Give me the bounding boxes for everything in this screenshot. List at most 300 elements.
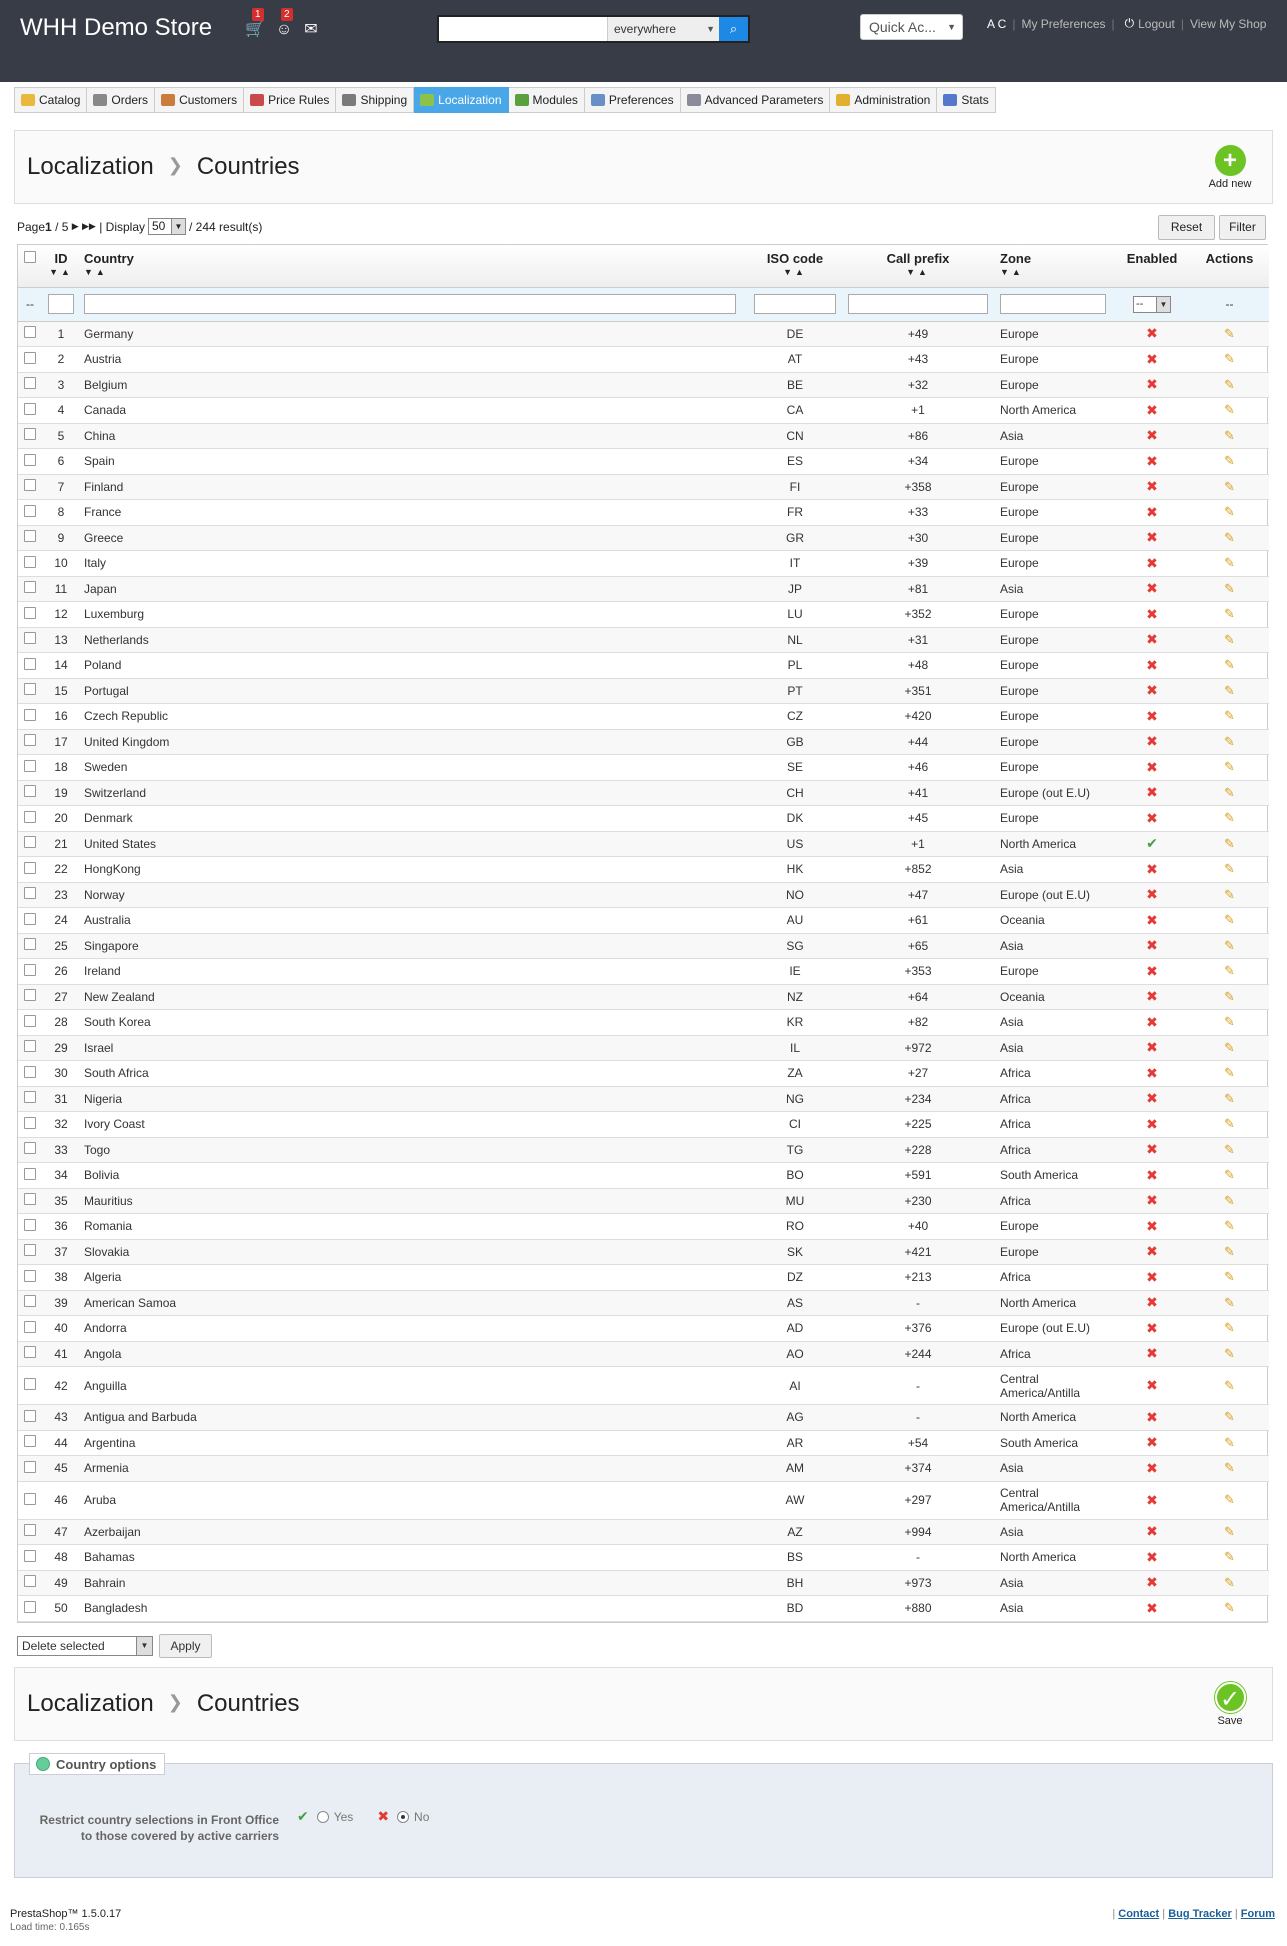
table-row[interactable] (18, 372, 1269, 398)
disabled-cross-icon[interactable]: ✖ (1146, 784, 1158, 801)
table-row[interactable] (18, 831, 1269, 857)
cell-prefix: - (842, 1290, 994, 1316)
enabled-check-icon[interactable]: ✔ (1146, 835, 1158, 852)
table-row[interactable] (18, 755, 1269, 781)
table-row[interactable] (18, 882, 1269, 908)
row-checkbox[interactable] (24, 1117, 36, 1129)
table-row[interactable] (18, 576, 1269, 602)
row-checkbox[interactable] (24, 1270, 36, 1282)
cell-zone: Asia (994, 857, 1114, 883)
disabled-cross-icon[interactable]: ✖ (1146, 656, 1158, 673)
edit-icon[interactable]: ✎ (1224, 376, 1235, 392)
disabled-cross-icon[interactable]: ✖ (1146, 1090, 1158, 1107)
cell-iso: SK (748, 1239, 842, 1265)
cell-zone: Asia (994, 933, 1114, 959)
edit-icon[interactable]: ✎ (1224, 963, 1235, 979)
edit-icon[interactable]: ✎ (1224, 606, 1235, 622)
restrict-yes-radio[interactable] (317, 1811, 329, 1823)
display-count-select[interactable] (148, 218, 186, 235)
edit-icon[interactable]: ✎ (1224, 1377, 1235, 1393)
edit-icon[interactable]: ✎ (1224, 708, 1235, 724)
tab-catalog[interactable] (14, 87, 87, 113)
disabled-cross-icon[interactable]: ✖ (1146, 554, 1158, 571)
table-row[interactable] (18, 1214, 1269, 1240)
disabled-cross-icon[interactable]: ✖ (1146, 631, 1158, 648)
row-checkbox[interactable] (24, 479, 36, 491)
filter-id-input[interactable] (48, 294, 74, 314)
disabled-cross-icon[interactable]: ✖ (1146, 580, 1158, 597)
edit-icon[interactable]: ✎ (1224, 1014, 1235, 1030)
cell-iso: AR (748, 1430, 842, 1456)
cell-prefix: - (842, 1545, 994, 1571)
col-prefix-header: Call prefix (886, 251, 950, 266)
table-row[interactable] (18, 398, 1269, 424)
cell-country: Japan (80, 576, 748, 602)
sort-iso-icon[interactable]: ▼▲ (783, 267, 807, 277)
table-row[interactable] (18, 1519, 1269, 1545)
row-checkbox[interactable] (24, 505, 36, 517)
row-checkbox[interactable] (24, 938, 36, 950)
disabled-cross-icon[interactable]: ✖ (1146, 911, 1158, 928)
tab-stats[interactable] (937, 87, 995, 113)
disabled-cross-icon[interactable]: ✖ (1146, 937, 1158, 954)
table-row[interactable] (18, 1481, 1269, 1519)
row-checkbox[interactable] (24, 1378, 36, 1390)
cell-id: 14 (42, 653, 80, 679)
edit-icon[interactable]: ✎ (1224, 1039, 1235, 1055)
filter-enabled-select[interactable] (1133, 296, 1171, 313)
disabled-cross-icon[interactable]: ✖ (1146, 1141, 1158, 1158)
cell-zone: Africa (994, 1188, 1114, 1214)
disabled-cross-icon[interactable]: ✖ (1146, 529, 1158, 546)
table-row[interactable] (18, 423, 1269, 449)
table-row[interactable] (18, 1596, 1269, 1622)
table-row[interactable] (18, 653, 1269, 679)
row-checkbox[interactable] (24, 454, 36, 466)
edit-icon[interactable]: ✎ (1224, 351, 1235, 367)
filter-iso-input[interactable] (754, 294, 836, 314)
table-row[interactable] (18, 678, 1269, 704)
disabled-cross-icon[interactable]: ✖ (1146, 1268, 1158, 1285)
row-checkbox[interactable] (24, 1346, 36, 1358)
cell-zone: Oceania (994, 908, 1114, 934)
disabled-cross-icon[interactable]: ✖ (1146, 1243, 1158, 1260)
disabled-cross-icon[interactable]: ✖ (1146, 1377, 1158, 1393)
cell-country: Armenia (80, 1456, 748, 1482)
table-row[interactable] (18, 1035, 1269, 1061)
table-row[interactable] (18, 1112, 1269, 1138)
row-checkbox[interactable] (24, 1524, 36, 1536)
table-row[interactable] (18, 551, 1269, 577)
table-row[interactable] (18, 1316, 1269, 1342)
tab-localization[interactable] (414, 87, 508, 113)
row-checkbox-cell (18, 882, 42, 908)
edit-icon[interactable]: ✎ (1224, 759, 1235, 775)
cell-enabled (1114, 576, 1190, 602)
disabled-cross-icon[interactable]: ✖ (1146, 1459, 1158, 1476)
edit-icon[interactable]: ✎ (1224, 631, 1235, 647)
edit-icon[interactable]: ✎ (1224, 886, 1235, 902)
orders-notification-icon[interactable]: 🛒 1 (245, 9, 265, 38)
disabled-cross-icon[interactable]: ✖ (1146, 707, 1158, 724)
edit-icon[interactable]: ✎ (1224, 861, 1235, 877)
row-checkbox[interactable] (24, 607, 36, 619)
row-checkbox[interactable] (24, 683, 36, 695)
footer-link-contact[interactable]: Contact (1118, 1908, 1160, 1920)
save-button[interactable] (1200, 1682, 1260, 1727)
table-row[interactable] (18, 1086, 1269, 1112)
edit-icon[interactable]: ✎ (1224, 1600, 1235, 1616)
row-checkbox[interactable] (24, 989, 36, 1001)
cell-zone: Europe (994, 678, 1114, 704)
sort-id-icon[interactable]: ▼▲ (49, 267, 73, 277)
sort-prefix-icon[interactable]: ▼▲ (906, 267, 930, 277)
disabled-cross-icon[interactable]: ✖ (1146, 1599, 1158, 1616)
edit-icon[interactable]: ✎ (1224, 402, 1235, 418)
cell-country: Canada (80, 398, 748, 424)
row-checkbox[interactable] (24, 1493, 36, 1505)
disabled-cross-icon[interactable]: ✖ (1146, 452, 1158, 469)
row-checkbox[interactable] (24, 352, 36, 364)
disabled-cross-icon[interactable]: ✖ (1146, 988, 1158, 1005)
table-row[interactable] (18, 908, 1269, 934)
table-row[interactable] (18, 321, 1269, 347)
edit-icon[interactable]: ✎ (1224, 555, 1235, 571)
user-initials: A C (987, 16, 1007, 31)
disabled-cross-icon[interactable]: ✖ (1146, 503, 1158, 520)
search-button[interactable] (719, 17, 748, 41)
row-checkbox[interactable] (24, 862, 36, 874)
tab-customers[interactable] (155, 87, 244, 113)
sort-country-icon[interactable]: ▼▲ (84, 267, 108, 277)
cell-enabled (1114, 1265, 1190, 1291)
row-checkbox[interactable] (24, 1040, 36, 1052)
edit-icon[interactable]: ✎ (1224, 784, 1235, 800)
table-row[interactable] (18, 959, 1269, 985)
edit-icon[interactable]: ✎ (1224, 478, 1235, 494)
edit-icon[interactable]: ✎ (1224, 988, 1235, 1004)
disabled-cross-icon[interactable]: ✖ (1146, 1192, 1158, 1209)
row-checkbox[interactable] (24, 1601, 36, 1613)
table-row[interactable] (18, 449, 1269, 475)
edit-icon[interactable]: ✎ (1224, 453, 1235, 469)
cell-zone: Africa (994, 1341, 1114, 1367)
filter-zone-input[interactable] (1000, 294, 1106, 314)
edit-icon[interactable]: ✎ (1224, 1116, 1235, 1132)
disabled-cross-icon[interactable]: ✖ (1146, 376, 1158, 393)
edit-icon[interactable]: ✎ (1224, 427, 1235, 443)
search-input[interactable] (439, 17, 607, 41)
disabled-cross-icon[interactable]: ✖ (1146, 1408, 1158, 1425)
disabled-cross-icon[interactable]: ✖ (1146, 1548, 1158, 1565)
edit-icon[interactable]: ✎ (1224, 657, 1235, 673)
table-row[interactable] (18, 1010, 1269, 1036)
edit-icon[interactable]: ✎ (1224, 1409, 1235, 1425)
row-checkbox[interactable] (24, 530, 36, 542)
table-row[interactable] (18, 984, 1269, 1010)
next-page-icon[interactable]: ▶ (71, 221, 79, 231)
row-checkbox[interactable] (24, 913, 36, 925)
disabled-cross-icon[interactable]: ✖ (1146, 1115, 1158, 1132)
table-row[interactable] (18, 933, 1269, 959)
table-row[interactable] (18, 474, 1269, 500)
row-checkbox[interactable] (24, 1435, 36, 1447)
cell-country: Greece (80, 525, 748, 551)
tab-advanced-parameters[interactable] (681, 87, 831, 113)
puzzle-icon (515, 94, 529, 106)
disabled-cross-icon[interactable]: ✖ (1146, 1217, 1158, 1234)
filter-button[interactable]: Filter (1219, 215, 1266, 240)
edit-icon[interactable]: ✎ (1224, 1549, 1235, 1565)
edit-icon[interactable]: ✎ (1224, 1167, 1235, 1183)
disabled-cross-icon[interactable]: ✖ (1146, 605, 1158, 622)
edit-icon[interactable]: ✎ (1224, 1141, 1235, 1157)
last-page-icon[interactable]: ▶▶ (82, 221, 96, 231)
restrict-no-radio[interactable] (397, 1811, 409, 1823)
disabled-cross-icon[interactable]: ✖ (1146, 1574, 1158, 1591)
edit-icon[interactable]: ✎ (1224, 580, 1235, 596)
row-checkbox[interactable] (24, 1219, 36, 1231)
edit-icon[interactable]: ✎ (1224, 1294, 1235, 1310)
edit-icon[interactable]: ✎ (1224, 1320, 1235, 1336)
tab-orders[interactable] (87, 87, 155, 113)
row-checkbox-cell (18, 1188, 42, 1214)
edit-icon[interactable]: ✎ (1224, 1345, 1235, 1361)
cell-id: 10 (42, 551, 80, 577)
table-row[interactable] (18, 627, 1269, 653)
table-row[interactable] (18, 347, 1269, 373)
edit-icon[interactable]: ✎ (1224, 1218, 1235, 1234)
row-checkbox[interactable] (24, 887, 36, 899)
edit-icon[interactable]: ✎ (1224, 1574, 1235, 1590)
disabled-cross-icon[interactable]: ✖ (1146, 1294, 1158, 1311)
row-checkbox[interactable] (24, 326, 36, 338)
tab-administration[interactable] (830, 87, 937, 113)
footer-link-forum[interactable]: Forum (1240, 1908, 1275, 1920)
table-row[interactable] (18, 1163, 1269, 1189)
quick-access-select[interactable] (860, 14, 963, 40)
breadcrumb-localization[interactable]: Localization (27, 153, 154, 180)
row-checkbox[interactable] (24, 811, 36, 823)
table-row[interactable] (18, 729, 1269, 755)
logout-link[interactable]: Logout (1138, 16, 1175, 31)
disabled-cross-icon[interactable]: ✖ (1146, 1166, 1158, 1183)
cell-prefix: +27 (842, 1061, 994, 1087)
cell-zone: Europe (994, 551, 1114, 577)
row-checkbox[interactable] (24, 964, 36, 976)
cell-zone: North America (994, 1545, 1114, 1571)
edit-icon[interactable]: ✎ (1224, 810, 1235, 826)
cell-iso: DE (748, 321, 842, 347)
row-checkbox[interactable] (24, 1461, 36, 1473)
disabled-cross-icon[interactable]: ✖ (1146, 1013, 1158, 1030)
tab-price-rules[interactable] (244, 87, 336, 113)
row-checkbox[interactable] (24, 1066, 36, 1078)
add-new-button[interactable] (1200, 145, 1260, 190)
table-row[interactable] (18, 1570, 1269, 1596)
row-checkbox[interactable] (24, 556, 36, 568)
edit-icon[interactable]: ✎ (1224, 733, 1235, 749)
disabled-cross-icon[interactable]: ✖ (1146, 478, 1158, 495)
disabled-cross-icon[interactable]: ✖ (1146, 758, 1158, 775)
edit-icon[interactable]: ✎ (1224, 1090, 1235, 1106)
row-checkbox[interactable] (24, 377, 36, 389)
cell-iso: IE (748, 959, 842, 985)
disabled-cross-icon[interactable]: ✖ (1146, 1345, 1158, 1362)
edit-icon[interactable]: ✎ (1224, 529, 1235, 545)
row-checkbox[interactable] (24, 1015, 36, 1027)
select-all-checkbox[interactable] (24, 251, 36, 263)
edit-icon[interactable]: ✎ (1224, 1243, 1235, 1259)
edit-icon[interactable]: ✎ (1224, 1434, 1235, 1450)
table-row[interactable] (18, 1239, 1269, 1265)
disabled-cross-icon[interactable]: ✖ (1146, 1039, 1158, 1056)
row-checkbox[interactable] (24, 1091, 36, 1103)
cell-zone: Asia (994, 423, 1114, 449)
disabled-cross-icon[interactable]: ✖ (1146, 733, 1158, 750)
disabled-cross-icon[interactable]: ✖ (1146, 350, 1158, 367)
row-checkbox[interactable] (24, 428, 36, 440)
search-scope-select[interactable] (607, 17, 719, 41)
disabled-cross-icon[interactable]: ✖ (1146, 401, 1158, 418)
cell-country: South Korea (80, 1010, 748, 1036)
table-row[interactable] (18, 1405, 1269, 1431)
edit-icon[interactable]: ✎ (1224, 835, 1235, 851)
disabled-cross-icon[interactable]: ✖ (1146, 427, 1158, 444)
row-checkbox[interactable] (24, 632, 36, 644)
shop-name[interactable]: WHH Demo Store (20, 14, 213, 41)
reset-button[interactable]: Reset (1158, 215, 1215, 240)
table-row[interactable] (18, 500, 1269, 526)
filter-prefix-input[interactable] (848, 294, 988, 314)
edit-icon[interactable]: ✎ (1224, 937, 1235, 953)
row-checkbox[interactable] (24, 1410, 36, 1422)
disabled-cross-icon[interactable]: ✖ (1146, 682, 1158, 699)
tab-shipping[interactable] (336, 87, 414, 113)
edit-icon[interactable]: ✎ (1224, 1492, 1235, 1507)
row-checkbox[interactable] (24, 1168, 36, 1180)
restrict-no-label[interactable]: No (414, 1809, 430, 1824)
cart-icon (93, 94, 107, 106)
cell-country: Singapore (80, 933, 748, 959)
row-checkbox[interactable] (24, 785, 36, 797)
cell-enabled (1114, 1367, 1190, 1405)
disabled-cross-icon[interactable]: ✖ (1146, 1319, 1158, 1336)
table-row[interactable] (18, 857, 1269, 883)
cell-country: Andorra (80, 1316, 748, 1342)
row-checkbox[interactable] (24, 760, 36, 772)
tab-preferences[interactable] (585, 87, 681, 113)
my-preferences-link[interactable]: My Preferences (1021, 16, 1106, 31)
row-checkbox[interactable] (24, 403, 36, 415)
cell-actions (1190, 449, 1269, 475)
row-checkbox[interactable] (24, 734, 36, 746)
row-checkbox[interactable] (24, 1321, 36, 1333)
bulk-action-select[interactable] (17, 1636, 153, 1656)
table-row[interactable] (18, 1341, 1269, 1367)
row-checkbox[interactable] (24, 1575, 36, 1587)
messages-notification-icon[interactable]: ✉ (304, 21, 318, 38)
disabled-cross-icon[interactable]: ✖ (1146, 1434, 1158, 1451)
cell-enabled (1114, 1481, 1190, 1519)
row-checkbox[interactable] (24, 1142, 36, 1154)
table-row[interactable] (18, 1061, 1269, 1087)
disabled-cross-icon[interactable]: ✖ (1146, 325, 1158, 342)
tab-modules[interactable] (509, 87, 585, 113)
filter-country-input[interactable] (84, 294, 736, 314)
edit-icon[interactable]: ✎ (1224, 1269, 1235, 1285)
disabled-cross-icon[interactable]: ✖ (1146, 809, 1158, 826)
table-row[interactable] (18, 1545, 1269, 1571)
edit-icon[interactable]: ✎ (1224, 682, 1235, 698)
disabled-cross-icon[interactable]: ✖ (1146, 1491, 1158, 1508)
row-checkbox[interactable] (24, 1193, 36, 1205)
disabled-cross-icon[interactable]: ✖ (1146, 1064, 1158, 1081)
cell-zone: Europe (994, 704, 1114, 730)
edit-icon[interactable]: ✎ (1224, 1192, 1235, 1208)
cell-country: Anguilla (80, 1367, 748, 1405)
cell-country: Spain (80, 449, 748, 475)
row-checkbox-cell (18, 347, 42, 373)
edit-icon[interactable]: ✎ (1224, 325, 1235, 341)
row-checkbox-cell (18, 449, 42, 475)
row-checkbox[interactable] (24, 658, 36, 670)
table-row[interactable] (18, 602, 1269, 628)
row-checkbox[interactable] (24, 1295, 36, 1307)
disabled-cross-icon[interactable]: ✖ (1146, 962, 1158, 979)
filter-row (18, 287, 1269, 321)
row-checkbox[interactable] (24, 836, 36, 848)
customers-notification-icon[interactable]: ☺ 2 (275, 9, 293, 38)
load-time-text: Load time: 0.165s (10, 1922, 90, 1933)
table-row[interactable] (18, 525, 1269, 551)
view-shop-link[interactable]: View My Shop (1189, 16, 1267, 31)
cell-actions (1190, 398, 1269, 424)
footer-link-bug-tracker[interactable]: Bug Tracker (1168, 1908, 1232, 1920)
table-row[interactable] (18, 780, 1269, 806)
disabled-cross-icon[interactable]: ✖ (1146, 1523, 1158, 1540)
row-checkbox[interactable] (24, 1244, 36, 1256)
table-row[interactable] (18, 1367, 1269, 1405)
cell-enabled (1114, 857, 1190, 883)
cell-id: 49 (42, 1570, 80, 1596)
cell-prefix: - (842, 1367, 994, 1405)
edit-icon[interactable]: ✎ (1224, 1065, 1235, 1081)
edit-icon[interactable]: ✎ (1224, 912, 1235, 928)
breadcrumb-localization[interactable]: Localization (27, 1690, 154, 1717)
table-row[interactable] (18, 1265, 1269, 1291)
apply-button[interactable]: Apply (159, 1634, 212, 1658)
disabled-cross-icon[interactable]: ✖ (1146, 886, 1158, 903)
table-row[interactable] (18, 1137, 1269, 1163)
table-row[interactable] (18, 806, 1269, 832)
table-row[interactable] (18, 1430, 1269, 1456)
table-row[interactable] (18, 1188, 1269, 1214)
cell-id: 7 (42, 474, 80, 500)
row-checkbox[interactable] (24, 709, 36, 721)
sort-zone-icon[interactable]: ▼▲ (1000, 267, 1024, 277)
restrict-yes-label[interactable]: Yes (333, 1809, 354, 1824)
table-row[interactable] (18, 1456, 1269, 1482)
row-checkbox[interactable] (24, 581, 36, 593)
row-checkbox[interactable] (24, 1550, 36, 1562)
disabled-cross-icon[interactable]: ✖ (1146, 860, 1158, 877)
edit-icon[interactable]: ✎ (1224, 1523, 1235, 1539)
edit-icon[interactable]: ✎ (1224, 504, 1235, 520)
edit-icon[interactable]: ✎ (1224, 1460, 1235, 1476)
table-row[interactable] (18, 704, 1269, 730)
table-row[interactable] (18, 1290, 1269, 1316)
